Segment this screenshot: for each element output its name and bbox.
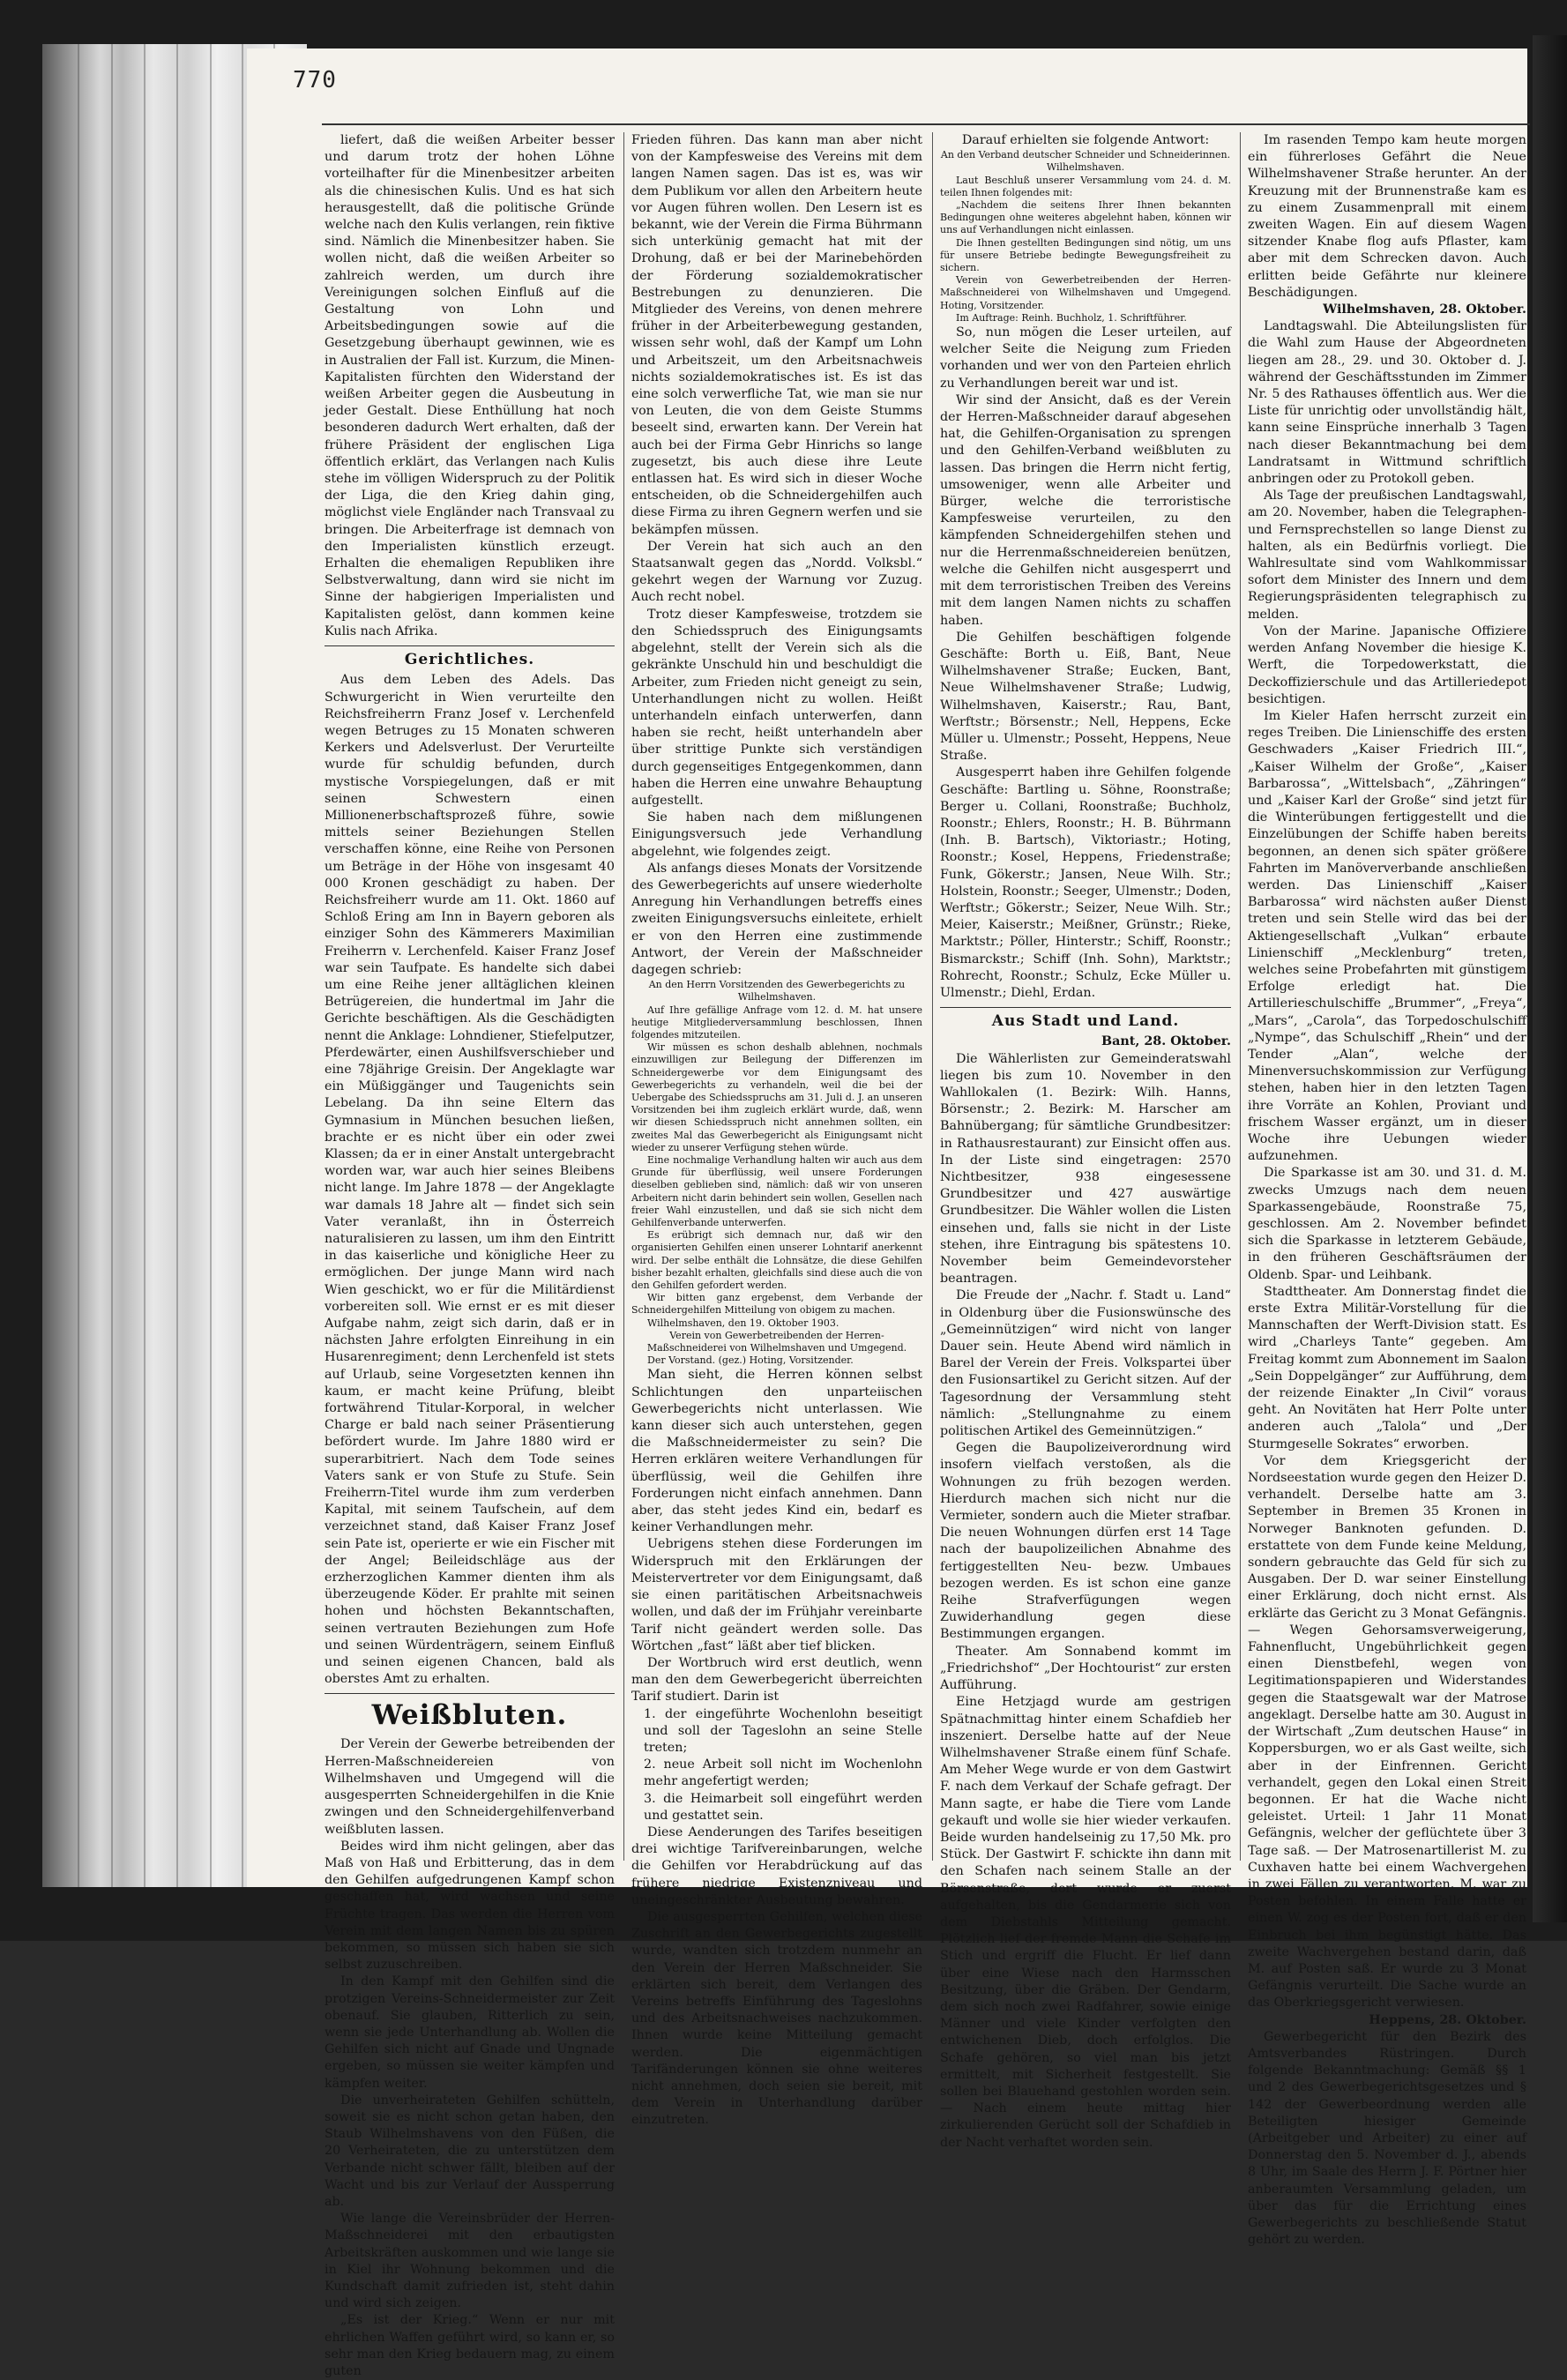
dateline: Wilhelmshaven, 28. Oktober. bbox=[1323, 302, 1526, 317]
column-2 bbox=[631, 132, 922, 2128]
article-headline: Weißbluten. bbox=[371, 1699, 568, 1732]
list-item: 1. der eingeführte Wochenlohn beseitigt und soll der Tageslohn an seine Stelle treten; bbox=[644, 1706, 922, 1755]
article-paragraph: Ausgesperrt haben ihre Gehilfen folgende Geschäfte: Bartling u. Söhne, Roonstraße; Berger u. Collani, Roonstraße; Buchholz, Roonstr.; Ehlers, Roonstr.; H. B. Bührmann (Inh. B. Bartsch), Viktoriastr.; Hoting, Roonstr.; Kosel, Heppens, Friedenstraße; Funk, Gökerstr.; Jansen, Neue Wilh. Str.; Holstein, Roonstr.; Seeger, Ulmenstr.; Doden, Werftstr.; Gökerstr.; Seizer, Neue Wilh. Str.; Meier, Kaiserstr.; Meißner, Grünstr.; Rieke, Marktstr.; Pöller, Hinterstr.; Schiff, Roonstr.; Bismarckstr.; Schiff (Inh. Sohn), Marktstr.; Rohrecht, Roonstr.; Schulz, Ecke Müller u. Ulmenstr.; Diehl, Erdan. bbox=[940, 765, 1231, 1000]
column-4 bbox=[1248, 132, 1526, 2248]
article-paragraph: Gegen die Baupolizeiverordnung wird insofern vielfach verstoßen, als die Wohnungen zu früh bezogen werden. Hierdurch machen sich nicht nur die Vermieter, sondern auch die Mieter strafbar. Die neuen Wohnungen dürfen erst 14 Tage nach der baupolizeilichen Abnahme des fertiggestellten Neu- bezw. Umbaues bezogen werden. Es ist schon eine ganze Reihe Strafverfügungen wegen Zuwiderhandlung gegen diese Bestimmungen ergangen. bbox=[940, 1441, 1231, 1642]
column-1 bbox=[325, 132, 615, 2378]
article-paragraph: liefert, daß die weißen Arbeiter besser und darum trotz der hohen Löhne vorteilhafter für die Minenbesitzer arbeiten als die chinesischen Kulis. Und es hat sich herausgestellt, daß die politische Gründe welche nach den Kulis verlangen, rein fiktive sind. Nämlich die Minenbesitzer haben. Sie wollen nicht, daß die weißen Arbeiter so zahlreich werden, um durch ihre Vereinigungen solchen Einfluß auf die Gestaltung von Lohn und Arbeitsbedingungen sowie auf die Gesetzgebung überhaupt gewinnen, wie es in Australien der Fall ist. Kurzum, die Minen-Kapitalisten fürchten den Widerstand der weißen Arbeiter gegen die Ausbeutung in jeder Gestalt. Diese Enthüllung hat noch besonderen dadurch Wert erhalten, daß der frühere Präsident der englischen Liga öffentlich erklärt, das Verlangen nach Kulis stehe im völligen Widerspruch zu der Politik der Liga, die den Krieg dahin ging, möglichst viele Engländer nach Transvaal zu bringen. Die Arbeiterfrage ist demnach von den Imperialisten künstlich erzeugt. Erhalten die ehemaligen Republiken ihre Selbstverwaltung, dann wird sie nicht im Sinne der habgierigen Imperialisten und Kapitalisten gelöst, dann kommen keine Kulis nach Afrika. bbox=[325, 133, 615, 638]
article-paragraph: Vor dem Kriegsgericht der Nordseestation wurde gegen den Heizer D. verhandelt. Derselbe hatte am 3. September in Bremen 35 Kronen in Norweger Banknoten gefunden. D. erstattete von dem Funde keine Meldung, sondern gebrauchte das Geld für sich zu Ausgaben. Der D. war seiner Einstellung einer Erklärung, doch nicht ernst. Als erklärte das Gericht zu 3 Monat Gefängnis. — Wegen Gehorsamsverweigerung, Fahnenflucht, Ungebührlichkeit gegen einen Dienstbefehl, wegen von Legitimationspapieren und Widerstandes gegen die Staatsgewalt war der Matrose angeklagt. Derselbe hatte am 30. August in der Wirtschaft „Zum deutschen Hause“ in Koppersburgen, wo er als Gast weilte, sich aber in der Einfrennen. Gericht verhandelt, gegen den Lokal einen Streit begonnen. Er hat die Wache nicht geleistet. Urteil: 1 Jahr 11 Monat Gefängnis, welcher der geflüchtete über 3 Tage saß. — Der Matrosenartillerist M. zu Cuxhaven hatte bei einem Wachvergehen in zwei Fällen zu verantworten. M. war zu Posten befohlen. In einem Falle hatte er einen W. zog es der Posten fort, daß er den Einbruch bei ihm begünstigt hätte. Das zweite Wachvergehen bestand darin, daß M. auf Posten saß. Er wurde zu 3 Monat Gefängnis verurteilt. Die Sache wurde an das Oberkriegsgericht verwiesen. bbox=[1248, 1453, 1526, 2011]
article-line: Darauf erhielten sie folgende Antwort: bbox=[961, 133, 1210, 147]
article-paragraph: In den Kampf mit den Gehilfen sind die protzigen Vereins-Schneidermeister zur Zeit obenauf. Sie glauben, Ritterlich zu sein, wenn sie jede Unterhandlung ab. Wollen die Gehilfen sich nicht auf Gnade und Ungnade ergeben, so müssen sie weiter kämpfen und kämpfen weiter. bbox=[325, 1974, 615, 2091]
article-paragraph: Die Wählerlisten zur Gemeinderatswahl liegen bis zum 10. November in den Wahllokalen (1. Bezirk: Wilh. Hanns, Börsenstr.; 2. Bezirk: M. Harscher am Bahnübergang; für sämtliche Grundbesitzer: in Rathausrestaurant) zur Einsicht offen aus. In der Liste sind eingetragen: 2570 Nichtbesitzer, 938 eingesessene Grundbesitzer und 427 auswärtige Grundbesitzer. Die Wähler wollen die Listen einsehen und, falls sie nicht in der Liste stehen, ihre Eintragung bis spätestens 10. November beim Gemeindevorsteher beantragen. bbox=[940, 1051, 1231, 1287]
quoted-letter-text: Wir bitten ganz ergebenst, dem Verbande der Schneidergehilfen Mitteilung von obigem zu machen. bbox=[631, 1292, 922, 1317]
article-paragraph: Sie haben nach dem mißlungenen Einigungsversuch jede Verhandlung abgelehnt, wie folgendes zeigt. bbox=[631, 810, 922, 859]
quoted-letter-text: Die Ihnen gestellten Bedingungen sind nötig, um uns für unsere Betriebe bedingte Bewegungsfreiheit zu sichern. bbox=[940, 236, 1231, 274]
list-item: 3. die Heimarbeit soll eingeführt werden und gestattet sein. bbox=[644, 1791, 922, 1823]
article-paragraph: Theater. Am Sonnabend kommt im „Friedrichshof“ „Der Hochtourist“ zur ersten Aufführung. bbox=[940, 1644, 1231, 1693]
quoted-letter-text: Im Auftrage: Reinh. Buchholz, 1. Schriftführer. bbox=[956, 311, 1187, 324]
article-paragraph: Der Verein hat sich auch an den Staatsanwalt gegen das „Nordd. Volksbl.“ gekehrt wegen der Warnung vor Zuzug. Auch recht nobel. bbox=[631, 539, 922, 605]
article-paragraph: Der Verein der Gewerbe betreibenden der Herren-Maßschneidereien von Wilhelmshaven und Umgegend will die ausgesperrten Schneidergehilfen in die Knie zwingen und den Schneidergehilfenverband weißbluten lassen. bbox=[325, 1737, 615, 1837]
top-rule bbox=[322, 123, 1530, 125]
column-divider bbox=[623, 132, 624, 1861]
quoted-letter-text: Laut Beschluß unserer Versammlung vom 24. d. M. teilen Ihnen folgendes mit: bbox=[940, 174, 1231, 198]
article-paragraph: Eine Hetzjagd wurde am gestrigen Spätnachmittag hinter einem Schafdieb her inszeniert. Derselbe hatte auf der Neue Wilhelmshavener Straße einem fünf Schafe. Am Meher Wege wurde er von dem Gastwirt F. nach dem Verkauf der Schafe gefragt. Der Mann sagte, er habe die Tiere vom Lande gekauft und wolle sie hier wieder verkaufen. Beide wurden handelseinig zu 17,50 Mk. pro Stück. Der Gastwirt F. schickte ihn dann mit den Schafen nach seinem Stalle an der Börsenstraße, dort wurde er zuerst aufgehalten, bis die Gendarmerie sich von dem Diebstahls Mitteilung gemacht. Plötzlich lief der fremde Mann die Schafe im Stich und ergriff die Flucht. Er lief dann über eine Wiese nach den Harmsschen Besitzung, über die Gräben. Der Gendarm, dem sich noch zwei Radfahrer, sowie einige Männer und viele Kinder verfolgten den entwichenen Dieb, doch erfolglos. Die Schafe gehören, so viel man bis jetzt ermittelt, mit Sicherheit festgestellt. Sie sollen bei Blauehand gestohlen worden sein. — Nach einem heute mittag hier zirkulierenden Gerücht soll der Schafdieb in der Nacht verhaftet worden sein. bbox=[940, 1695, 1231, 2150]
article-paragraph: Diese Aenderungen des Tarifes beseitigen drei wichtige Tarifvereinbarungen, welche die Gehilfen vor Herabdrückung auf das frühere niedrige Existenzniveau und uneingeschränkter Ausbeutung bewahren. bbox=[631, 1824, 922, 1907]
page-number: 770 bbox=[293, 67, 337, 93]
dateline: Bant, 28. Oktober. bbox=[1101, 1034, 1231, 1049]
section-rule bbox=[940, 1007, 1231, 1008]
dateline: Heppens, 28. Oktober. bbox=[1369, 2012, 1526, 2027]
article-paragraph: Die unverheirateten Gehilfen schütteln, soweit sie es nicht schon getan haben, den Staub Wilhelmshavens von den Füßen, die 20 Verheirateten, die zu unterstützen dem Verbande nicht schwer fällt, bleiben auf der Wacht und bis zur Verlauf der Aussperrung ab. bbox=[325, 2093, 615, 2209]
section-heading: Aus Stadt und Land. bbox=[991, 1012, 1180, 1031]
article-paragraph: Als anfangs dieses Monats der Vorsitzende des Gewerbegerichts auf unsere wiederholte Anregung hin Verhandlungen betreffs eines zweiten Einigungsversuchs einleitete, erhielt er von den Herren eine zustimmende Antwort, der Verein der Maßschneider dagegen schrieb: bbox=[631, 861, 922, 977]
quoted-letter-heading: An den Verband deutscher Schneider und Schneiderinnen. Wilhelmshaven. bbox=[940, 149, 1231, 174]
quoted-letter-text: „Nachdem die seitens Ihrer Ihnen bekannten Bedingungen ohne weiteres abgelehnt haben, können wir uns auf Verhandlungen nicht einlassen. bbox=[940, 199, 1231, 236]
quoted-letter-text: Wir müssen es schon deshalb ablehnen, nochmals einzuwilligen zur Beilegung der Differenzen im Schneidergewerbe vor dem Einigungsamt des Gewerbegerichts zu verhandeln, weil die bei der Uebergabe des Schiedsspruchs am 31. Juli d. J. an unseren Vorsitzenden bei ihm zugleich erklärt wurde, daß, wenn wir diesen Schiedsspruch nicht annehmen sollten, ein zweites Mal das Gewerbegericht als Einigungsamt nicht wieder zu unserer Verfügung stehen würde. bbox=[631, 1041, 922, 1153]
article-paragraph: Landtagswahl. Die Abteilungslisten für die Wahl zum Hause der Abgeordneten liegen am 28., 29. und 30. Oktober d. J. während der Geschäftsstunden im Zimmer Nr. 5 des Rathauses öffentlich aus. Wer die Liste für unrichtig oder unvollständig hält, kann seine Einsprüche innerhalb 3 Tagen nach dieser Bekanntmachung bei dem Landratsamt in Wittmund schriftlich anbringen oder zu Protokoll geben. bbox=[1248, 319, 1526, 487]
article-paragraph: Beides wird ihm nicht gelingen, aber das Maß von Haß und Erbitterung, das in dem den Gehilfen aufgedrungenen Kampf schon geschaffen hat, wird wachsen und seine Früchte tragen. Das werden die Herren vom Verein mit dem langen Namen bis zu spüren bekommen, so müssen sich haben sie sich selbst zuzuschreiben. bbox=[325, 1839, 615, 1973]
quoted-letter-text: Es erübrigt sich demnach nur, daß wir den organisierten Gehilfen einen unserer Lohntarif anerkennt wird. Der selbe enthält die Lohnsätze, die diese Gehilfen bisher bezahlt erhalten, gleichfalls sind diese auch die von den Gehilfen gefordert werden. bbox=[631, 1229, 922, 1292]
quoted-letter-heading: Verein von Gewerbetreibenden der Herren-Maßschneiderei von Wilhelmshaven und Umgegend. bbox=[646, 1329, 907, 1354]
section-rule bbox=[325, 645, 615, 646]
article-paragraph: Stadttheater. Am Donnerstag findet die erste Extra Militär-Vorstellung für die Mannschaften der Werft-Division statt. Es wird „Charleys Tante“ gegeben. Am Freitag kommt zum Abonnement im Saalon „Sein Doppelgänger“ zur Aufführung, dem der reizende Einakter „In Civil“ voraus geht. An Novitäten hat Herr Polte unter anderen auch „Talola“ und „Der Sturmgeselle Sokrates“ erworben. bbox=[1248, 1284, 1526, 1451]
article-paragraph: Von der Marine. Japanische Offiziere werden Anfang November die hiesige K. Werft, die Torpedowerkstatt, die Deckoffizierschule und das Artilleriedepot besichtigen. bbox=[1248, 623, 1526, 706]
column-divider bbox=[1240, 132, 1241, 1861]
quoted-letter-text: Der Vorstand. (gez.) Hoting, Vorsitzender. bbox=[647, 1354, 854, 1367]
section-heading: Gerichtliches. bbox=[404, 651, 535, 669]
quoted-letter-heading: An den Herrn Vorsitzenden des Gewerbegerichts zu Wilhelmshaven. bbox=[648, 979, 906, 1003]
article-paragraph: Aus dem Leben des Adels. Das Schwurgericht in Wien verurteilte den Reichsfreiherrn Franz Josef v. Lerchenfeld wegen Betruges zu 15 Monaten schweren Kerkers und Adelsverlust. Der Verurteilte wurde für schuldig befunden, durch mystische Vorspiegelungen, daß er mit seinen Schwestern einen Millionenerbschaftsprozeß führe, sowie mittels seiner Beziehungen Stellen verschaffen könne, eine Reihe von Personen um Beträge in der Höhe von insgesamt 40 000 Kronen geschädigt zu haben. Der Reichsfreiherr wurde am 11. Okt. 1860 auf Schloß Ering am Inn in Bayern geboren als einziger Sohn des Kämmerers Maximilian Freiherrn v. Lerchenfeld. Kaiser Franz Josef war sein Taufpate. Es handelte sich dabei um eine Reihe jener alltäglichen kleinen Betrügereien, die hundertmal im Jahr die Gerichte beschäftigen. Als die Geschädigten nennt die Anklage: Lohndiener, Stiefelputzer, Pferdewärter, einen Aushilfsverschieber und eine 78jährige Greisin. Der Angeklagte war ein Müßiggänger und Taugenichts sein Lebelang. Da ihn seine Eltern das Gymnasium in München besuchen ließen, brachte er es nicht über ein oder zwei Klassen; da er in einer Anstalt untergebracht worden war, war auch hier seines Bleibens nicht lange. Im Jahre 1878 — der Angeklagte war damals 18 Jahre alt — findet sich sein Vater veranlaßt, ihn in Österreich naturalisieren zu lassen, um ihm den Eintritt in das kaiserliche und königliche Heer zu ermöglichen. Der junge Mann wird nach Wien geschickt, wo er für die Militärdienst vorbereiten soll. Wie ernst er es mit dieser Aufgabe nahm, zeigt sich darin, daß er in nächsten Jahre erfolgten Einreihung in ein Husarenregiment; denn Lerchenfeld ist stets auf Urlaub, seine Vorgesetzten kennen ihn kaum, er macht keine Prüfung, bleibt fortwährend Titular-Korporal, in welcher Charge er bald nach seiner Präsentierung befördert wurde. Im Jahre 1880 wird er superarbitriert. Nach dem Tode seines Vaters sank er von Stufe zu Stufe. Sein Freiherrn-Titel wurde ihm zum verderben Kapital, mit seinem Taufschein, auf dem verzeichnet stand, daß Kaiser Franz Josef sein Pate ist, operierte er wie ein Fischer mit der Angel; Beileidschläge aus der erzherzoglichen Kammer dienten ihm als überzeugende Köder. Er prahlte mit seinen hohen und höchsten Bekanntschaften, seinen vertrauten Beziehungen zum Hofe und seinen Würdenträgern, seinem Einfluß und seinen eigenen Chancen, bald als oberstes Amt zu erhalten. bbox=[325, 673, 615, 1687]
list-item: 2. neue Arbeit soll nicht im Wochenlohn mehr angefertigt werden; bbox=[644, 1757, 922, 1789]
quoted-letter-text: Eine nochmalige Verhandlung halten wir auch aus dem Grunde für überflüssig, weil unsere Forderungen dieselben geblieben sind, nämlich: daß wir von unseren Arbeitern nicht darin behindert sein wollen, Gesellen nach freier Wahl einzustellen, und daß sie sich nicht dem Gehilfenverbande unterwerfen. bbox=[631, 1154, 922, 1229]
article-paragraph: Die ausgesperrten Gehilfen, welchen diese Zuschrift an den Gewerbegerichts zugestellt wurde, wandten sich trotzdem nunmehr an den Verein der Herren Maßschneider. Sie erklärten sich bereit, dem Verlangen des Vereins betreffs Einführung des Tageslohns und des Arbeitsnachweises nachzukommen. Ihnen wurde keine Mitteilung gemacht werden. Die eigenmächtigen Tarifänderungen können sie ohne weiteres nicht annehmen, doch seien sie bereit, mit dem Verein in Unterhandlung darüber einzutreten. bbox=[631, 1909, 922, 2128]
column-3 bbox=[940, 132, 1231, 2150]
page-edge-shadow bbox=[1533, 35, 1567, 1922]
article-paragraph: Im Kieler Hafen herrscht zurzeit ein reges Treiben. Die Linienschiffe des ersten Geschwaders „Kaiser Friedrich III.“, „Kaiser Wilhelm der Große“, „Kaiser Barbarossa“, „Wittelsbach“, „Zähringen“ und „Kaiser Karl der Große“ sind jetzt für die Winterübungen fertiggestellt und die Einzelübungen der Schiffe haben bereits begonnen, an denen sich später größere Fahrten im Manöververbande anschließen werden. Das Linienschiff „Kaiser Barbarossa“ wird nächsten außer Dienst treten und sein Stelle wird das bei der Aktiengesellschaft „Vulkan“ erbaute Linienschiff „Mecklenburg“ treten, welches seine Probefahrten mit günstigem Erfolge erledigt hat. Die Artillerieschulschiffe „Brummer“, „Freya“, „Mars“, „Carola“, das Torpedoschulschiff „Nympe“, das Schulschiff „Rhein“ und der Tender „Alan“, welche der Minenversuchskommission zur Verfügung stehen, haben hier in den letzten Tagen ihre Vorräte an Kohlen, Proviant und frischem Wasser ergänzt, um in dieser Woche ihre Uebungen wieder aufzunehmen. bbox=[1248, 708, 1526, 1164]
quoted-letter-text: Verein von Gewerbetreibenden der Herren-Maßschneiderei von Wilhelmshaven und Umgegend. Hoting, Vorsitzender. bbox=[940, 274, 1231, 311]
article-paragraph: Trotz dieser Kampfesweise, trotzdem sie den Schiedsspruch des Einigungsamts abgelehnt, stellt der Verein sich als die gekränkte Unschuld hin und beschuldigt die Arbeiter, zum Frieden nicht geneigt zu sein, Unterhandlungen nicht zu wollen. Heißt unterhandeln einfach unterwerfen, dann haben sie recht, heißt unterhandeln aber über strittige Punkte sich verständigen durch gegenseitiges Entgegenkommen, dann haben die Herren eine unwahre Behauptung aufgestellt. bbox=[631, 607, 922, 808]
section-rule bbox=[325, 1693, 615, 1694]
article-paragraph: Im rasenden Tempo kam heute morgen ein führerloses Gefährt die Neue Wilhelmshavener Straße herunter. An der Kreuzung mit der Brunnenstraße kam es zu einem Zusammenprall mit einem zweiten Wagen. Ein auf diesem Wagen sitzender Knabe flog aufs Pflaster, kam aber mit dem Schrecken davon. Auch erlitten beide Gefährte nur kleinere Beschädigungen. bbox=[1248, 133, 1526, 300]
article-paragraph: Man sieht, die Herren können selbst Schlichtungen den unparteiischen Gewerbegerichts nicht unterlassen. Wie kann dieser sich auch unterstehen, gegen die Maßschneidermeister zu sein? Die Herren erklären weitere Verhandlungen für überflüssig, weil die Gehilfen ihre Forderungen nicht einfach annehmen. Dann aber, das steht jedes Kind ein, bedarf es keiner Verhandlungen mehr. bbox=[631, 1368, 922, 1535]
article-paragraph: Frieden führen. Das kann man aber nicht von der Kampfesweise des Vereins mit dem langen Namen sagen. Das ist es, was wir dem Publikum vor allen den Arbeitern heute vor Augen führen wollen. Den Lesern ist es bekannt, wie der Verein die Firma Bührmann sich unterkünig gemacht hat mit der Drohung, daß er bei der Marinebehörden der Förderung sozialdemokratischer Bestrebungen zu denunzieren. Die Mitglieder des Vereins, von denen mehrere früher in der Arbeiterbewegung gestanden, wissen sehr wohl, daß der Kampf um Lohn und Arbeitszeit, um den Arbeitsnachweis nichts sozialdemokratisches ist. Es ist das eine solch verwerfliche Tat, wie man sie nur von Leuten, die von dem Geiste Stumms beseelt sind, erwarten kann. Der Verein hat auch bei der Firma Gebr Hinrichs so lange zugesetzt, bis auch diese ihre Leute entlassen hat. Es wird sich in dieser Woche entscheiden, ob die Schneidergehilfen auch diese Firma zu ihren Gegnern werfen und sie bekämpfen müssen. bbox=[631, 133, 922, 537]
article-paragraph: „Es ist der Krieg.“ Wenn er nur mit ehrlichen Waffen geführt wird, so kann er, so sehr man den Krieg bedauern mag, zu einem guten bbox=[325, 2313, 615, 2378]
column-divider bbox=[932, 132, 933, 1861]
article-paragraph: Der Wortbruch wird erst deutlich, wenn man den dem Gewerbegericht überreichten Tarif studiert. Darin ist bbox=[631, 1655, 922, 1705]
article-paragraph: Wir sind der Ansicht, daß es der Verein der Herren-Maßschneider darauf abgesehen hat, die Gehilfen-Organisation zu sprengen und den Gehilfen-Verband weißbluten zu lassen. Das bringen die Herrn nicht fertig, umsoweniger, wenn alle Arbeiter und Bürger, welche die terroristische Kampfesweise verurteilen, zu den kämpfenden Schneidergehilfen stehen und nur die Herrenmaßschneidereien benützen, welche die Gehilfen nicht ausgesperrt und mit dem terroristischen Treiben des Vereins mit dem langen Namen nichts zu schaffen haben. bbox=[940, 392, 1231, 628]
quoted-letter-text: Auf Ihre gefällige Anfrage vom 12. d. M. hat unsere heutige Mitgliederversammlung beschlossen, Ihnen folgendes mitzuteilen. bbox=[631, 1003, 922, 1041]
article-paragraph: Die Sparkasse ist am 30. und 31. d. M. zwecks Umzugs nach dem neuen Sparkassengebäude, Roonstraße 75, geschlossen. Am 2. November befindet sich die Sparkasse in letzterem Gebäude, in den früheren Geschäftsräumen der Oldenb. Spar- und Leihbank. bbox=[1248, 1166, 1526, 1282]
article-paragraph: Gewerbegericht für den Bezirk des Amtsverbandes Rüstringen. Durch folgende Bekanntmachung: Gemäß §§ 1 und 2 des Gewerbegerichtsgesetzes und § 142 der Gewerbeordnung werden alle Beteiligten hiesiger Gemeinde (Arbeitgeber und Arbeiter) zu einer auf Donnerstag den 5. November d. J., abends 8 Uhr, im Saale des Herrn J. F. Pörtner hier anberaumten Versammlung geladen, um über das für die Errichtung eines Gewerbegerichts zu beschließende Statut gehört zu werden. bbox=[1248, 2029, 1526, 2248]
article-paragraph: Die Gehilfen beschäftigen folgende Geschäfte: Borth u. Eiß, Bant, Neue Wilhelmshavener Straße; Eucken, Bant, Neue Wilhelmshavener Straße; Ludwig, Wilhelmshaven, Kaiserstr.; Rau, Bant, Werftstr.; Börsenstr.; Nell, Heppens, Ecke Müller u. Ulmenstr.; Posseht, Heppens, Neue Straße. bbox=[940, 630, 1231, 764]
quoted-letter-text: Wilhelmshaven, den 19. Oktober 1903. bbox=[647, 1317, 839, 1329]
article-paragraph: Als Tage der preußischen Landtagswahl, am 20. November, haben die Telegraphen- und Fernsprechstellen so lange Dienst zu halten, als ein Bedürfnis vorliegt. Die Wahlresultate sind vom Wahlkommissar sofort dem Minister des Innern und dem Regierungspräsidenten telegraphisch zu melden. bbox=[1248, 489, 1526, 622]
article-paragraph: So, nun mögen die Leser urteilen, auf welcher Seite die Neigung zum Frieden vorhanden und wer von den Parteien ehrlich zu Verhandlungen bereit war und ist. bbox=[940, 325, 1231, 391]
article-paragraph: Wie lange die Vereinsbrüder der Herren-Maßschneiderei mit den erbautigsten Arbeitskräften auskommen und wie lange sie in Kiel ihr Wohnung bekommen und die Kundschaft damit zufrieden ist, steht dahin und wird sich zeigen. bbox=[325, 2212, 615, 2311]
article-paragraph: Die Freude der „Nachr. f. Stadt u. Land“ in Oldenburg über die Fusionswünsche des „Gemeinnützigen“ wird nicht von langer Dauer sein. Heute Abend wird nämlich in Barel der Verein der Freis. Volkspartei über den Fusionsartikel zu Gericht sitzen. Auf der Tagesordnung der Versammlung steht nämlich: „Stellungnahme zu einem politischen Artikel des Gemeinnützigen.“ bbox=[940, 1288, 1231, 1439]
article-paragraph: Uebrigens stehen diese Forderungen im Widerspruch mit den Erklärungen der Meistervertreter vor dem Einigungsamt, daß sie einen paritätischen Arbeitsnachweis wollen, und daß der im Frühjahr vereinbarte Tarif nicht geändert werden solle. Das Wörtchen „fast“ läßt aber tief blicken. bbox=[631, 1537, 922, 1653]
